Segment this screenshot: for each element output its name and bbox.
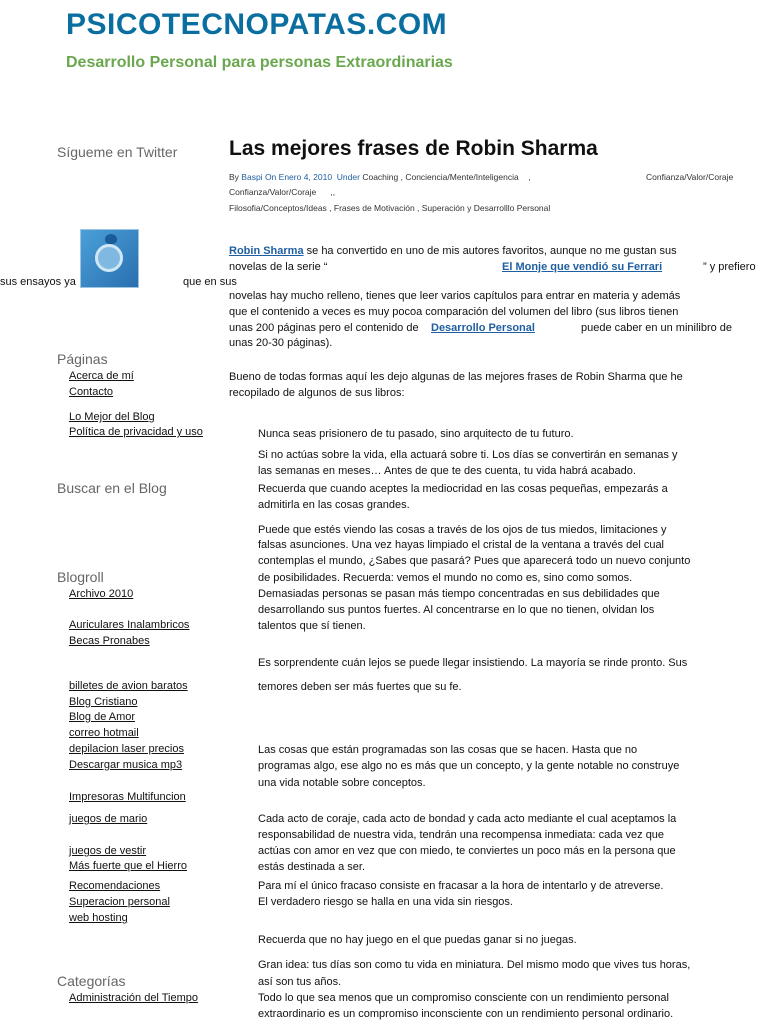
blogroll-link[interactable]: Descargar musica mp3	[69, 759, 183, 771]
category-link-confianza[interactable]: Confianza/Valor/Coraje	[646, 172, 734, 182]
intro-line: puede caber en un minilibro de	[581, 322, 733, 334]
quote-line: talentos que sí tienen.	[258, 620, 366, 632]
post-title[interactable]: Las mejores frases de Robin Sharma	[229, 137, 598, 160]
twitter-ring-icon	[95, 244, 123, 272]
monje-ferrari-link[interactable]: El Monje que vendió su Ferrari	[502, 261, 663, 273]
para-line: recopilado de algunos de sus libros:	[229, 387, 405, 399]
quote-line: Nunca seas prisionero de tu pasado, sino arquitecto de tu futuro.	[258, 428, 574, 440]
quote-line: Recuerda que cuando aceptes la mediocridad en las cosas pequeñas, empezarás a	[258, 483, 668, 495]
intro-line: novelas de la serie “	[229, 261, 328, 273]
quote-line: Puede que estés viendo las cosas a través de los ojos de tus miedos, limitaciones y	[258, 524, 667, 536]
intro-line: novelas hay mucho relleno, tienes que leer varios capítulos para entrar en materia y además	[229, 290, 681, 302]
page-link-privacy[interactable]: Política de privacidad y uso	[69, 426, 203, 438]
pages-heading: Páginas	[57, 351, 108, 367]
quote-line: Las cosas que están programadas son las cosas que se hacen. Hasta que no	[258, 744, 638, 756]
intro-line: que en sus	[183, 276, 237, 288]
site-tagline: Desarrollo Personal para personas Extraordinarias	[66, 54, 453, 71]
intro-line: que el contenido a veces es muy pocoa comparación del volumen del libro (sus libros tienen	[229, 306, 679, 318]
quote-line: Si no actúas sobre la vida, ella actuará sobre ti. Los días se convertirán en semanas y	[258, 449, 678, 461]
page-link-best-of[interactable]: Lo Mejor del Blog	[69, 411, 155, 423]
blogroll-link[interactable]: Impresoras Multifuncion	[69, 791, 186, 803]
quote-line: responsabilidad de nuestra vida, tendrán una recompensa inmediata: cada vez que	[258, 829, 665, 841]
blogroll-heading: Blogroll	[57, 569, 104, 585]
site-title[interactable]: PSICOTECNOPATAS.COM	[66, 8, 448, 41]
post-meta-line3[interactable]: Filosofia/Conceptos/Ideas , Frases de Motivación , Superación y Desarrolllo Personal	[229, 203, 551, 213]
quote-line: Recuerda que no hay juego en el que puedas ganar si no juegas.	[258, 934, 577, 946]
quote-line: programas algo, ese algo no es más que un concepto, y la gente notable no construye	[258, 760, 680, 772]
quote-line: Es sorprendente cuán lejos se puede llegar insistiendo. La mayoría se rinde pronto. Sus	[258, 657, 688, 669]
quote-line: Cada acto de coraje, cada acto de bondad y cada acto mediante el cual aceptamos la	[258, 813, 677, 825]
quote-line: desarrollando sus puntos fuertes. Al concentrarse en lo que no tienen, olvidan los	[258, 604, 655, 616]
blogroll-link[interactable]: Auriculares Inalambricos	[69, 619, 190, 631]
search-heading: Buscar en el Blog	[57, 480, 167, 496]
page-link-contact[interactable]: Contacto	[69, 386, 114, 398]
bird-icon	[105, 234, 117, 244]
quote-line: admitirla en las cosas grandes.	[258, 499, 410, 511]
blogroll-link[interactable]: Blog Cristiano	[69, 696, 138, 708]
quote-line: Demasiadas personas se pasan más tiempo concentradas en sus debilidades que	[258, 588, 660, 600]
quote-line: extraordinario es un compromiso inconsciente con un rendimiento personal ordinario.	[258, 1008, 674, 1020]
quote-line: Para mí el único fracaso consiste en fracasar a la hora de intentarlo y de atreverse.	[258, 880, 664, 892]
blogroll-link[interactable]: Archivo 2010	[69, 588, 134, 600]
blogroll-link[interactable]: Más fuerte que el Hierro	[69, 860, 187, 872]
blogroll-link[interactable]: Superacion personal	[69, 896, 170, 908]
blogroll-link[interactable]: billetes de avion baratos	[69, 680, 188, 692]
intro-line: unas 200 páginas pero el contenido de	[229, 322, 419, 334]
categories-heading: Categorías	[57, 973, 126, 989]
blogroll-link[interactable]: juegos de mario	[69, 813, 148, 825]
page-link-about[interactable]: Acerca de mí	[69, 370, 134, 382]
quote-line: falsas asunciones. Una vez hayas limpiado el cristal de la ventana a través del cual	[258, 539, 665, 551]
quote-line: contemplas el mundo, ¿Sabes que pasará? Pues que aparecerá todo un nuevo conjunto	[258, 555, 691, 567]
blogroll-link[interactable]: web hosting	[69, 912, 128, 924]
blogroll-link[interactable]: correo hotmail	[69, 727, 139, 739]
quote-line: Todo lo que sea menos que un compromiso consciente con un rendimiento personal	[258, 992, 669, 1004]
post-meta-line2: Confianza/Valor/Coraje ,,	[229, 187, 336, 197]
blogroll-link[interactable]: depilacion laser precios	[69, 743, 184, 755]
desarrollo-personal-link[interactable]: Desarrollo Personal	[431, 322, 535, 334]
category-links[interactable]: Coaching , Conciencia/Mente/Inteligencia	[362, 172, 519, 182]
category-link-confianza[interactable]: Confianza/Valor/Coraje	[229, 187, 317, 197]
quote-line: una vida notable sobre conceptos.	[258, 777, 426, 789]
quote-line: las semanas en meses… Antes de que te des cuenta, tu vida habrá acabado.	[258, 465, 636, 477]
quote-line: estás destinada a ser.	[258, 861, 366, 873]
blogroll-link[interactable]: Blog de Amor	[69, 711, 136, 723]
post-meta-line1: By Baspi On Enero 4, 2010 Under Coaching , Conciencia/Mente/Inteligencia ,	[229, 172, 531, 182]
robin-sharma-link[interactable]: Robin Sharma	[229, 245, 304, 257]
para-line: Bueno de todas formas aquí les dejo algunas de las mejores frases de Robin Sharma que he	[229, 371, 683, 383]
quote-line: temores deben ser más fuertes que su fe.	[258, 681, 462, 693]
blogroll-link[interactable]: Recomendaciones	[69, 880, 161, 892]
blogroll-link[interactable]: juegos de vestir	[69, 845, 147, 857]
quote-line: actúas con amor en vez que con miedo, te conviertes un poco más en la persona que	[258, 845, 676, 857]
twitter-heading: Sígueme en Twitter	[57, 144, 178, 160]
intro-line: unas 20-30 páginas).	[229, 337, 333, 349]
post-date: Enero 4, 2010	[278, 172, 333, 182]
quote-line: Gran idea: tus días son como tu vida en miniatura. Del mismo modo que vives tus horas,	[258, 959, 691, 971]
category-link[interactable]: Administración del Tiempo	[69, 992, 199, 1004]
intro-line: sus ensayos ya	[0, 276, 76, 288]
twitter-bird-icon[interactable]	[80, 229, 139, 288]
quote-line: de posibilidades. Recuerda: vemos el mundo no como es, sino como somos.	[258, 572, 633, 584]
author-link[interactable]: Baspi	[241, 172, 263, 182]
blogroll-link[interactable]: Becas Pronabes	[69, 635, 150, 647]
quote-line: así son tus años.	[258, 976, 342, 988]
intro-line: Robin Sharma se ha convertido en uno de mis autores favoritos, aunque no me gustan sus	[229, 245, 677, 257]
intro-line: ” y prefiero	[703, 261, 756, 273]
quote-line: El verdadero riesgo se halla en una vida sin riesgos.	[258, 896, 513, 908]
